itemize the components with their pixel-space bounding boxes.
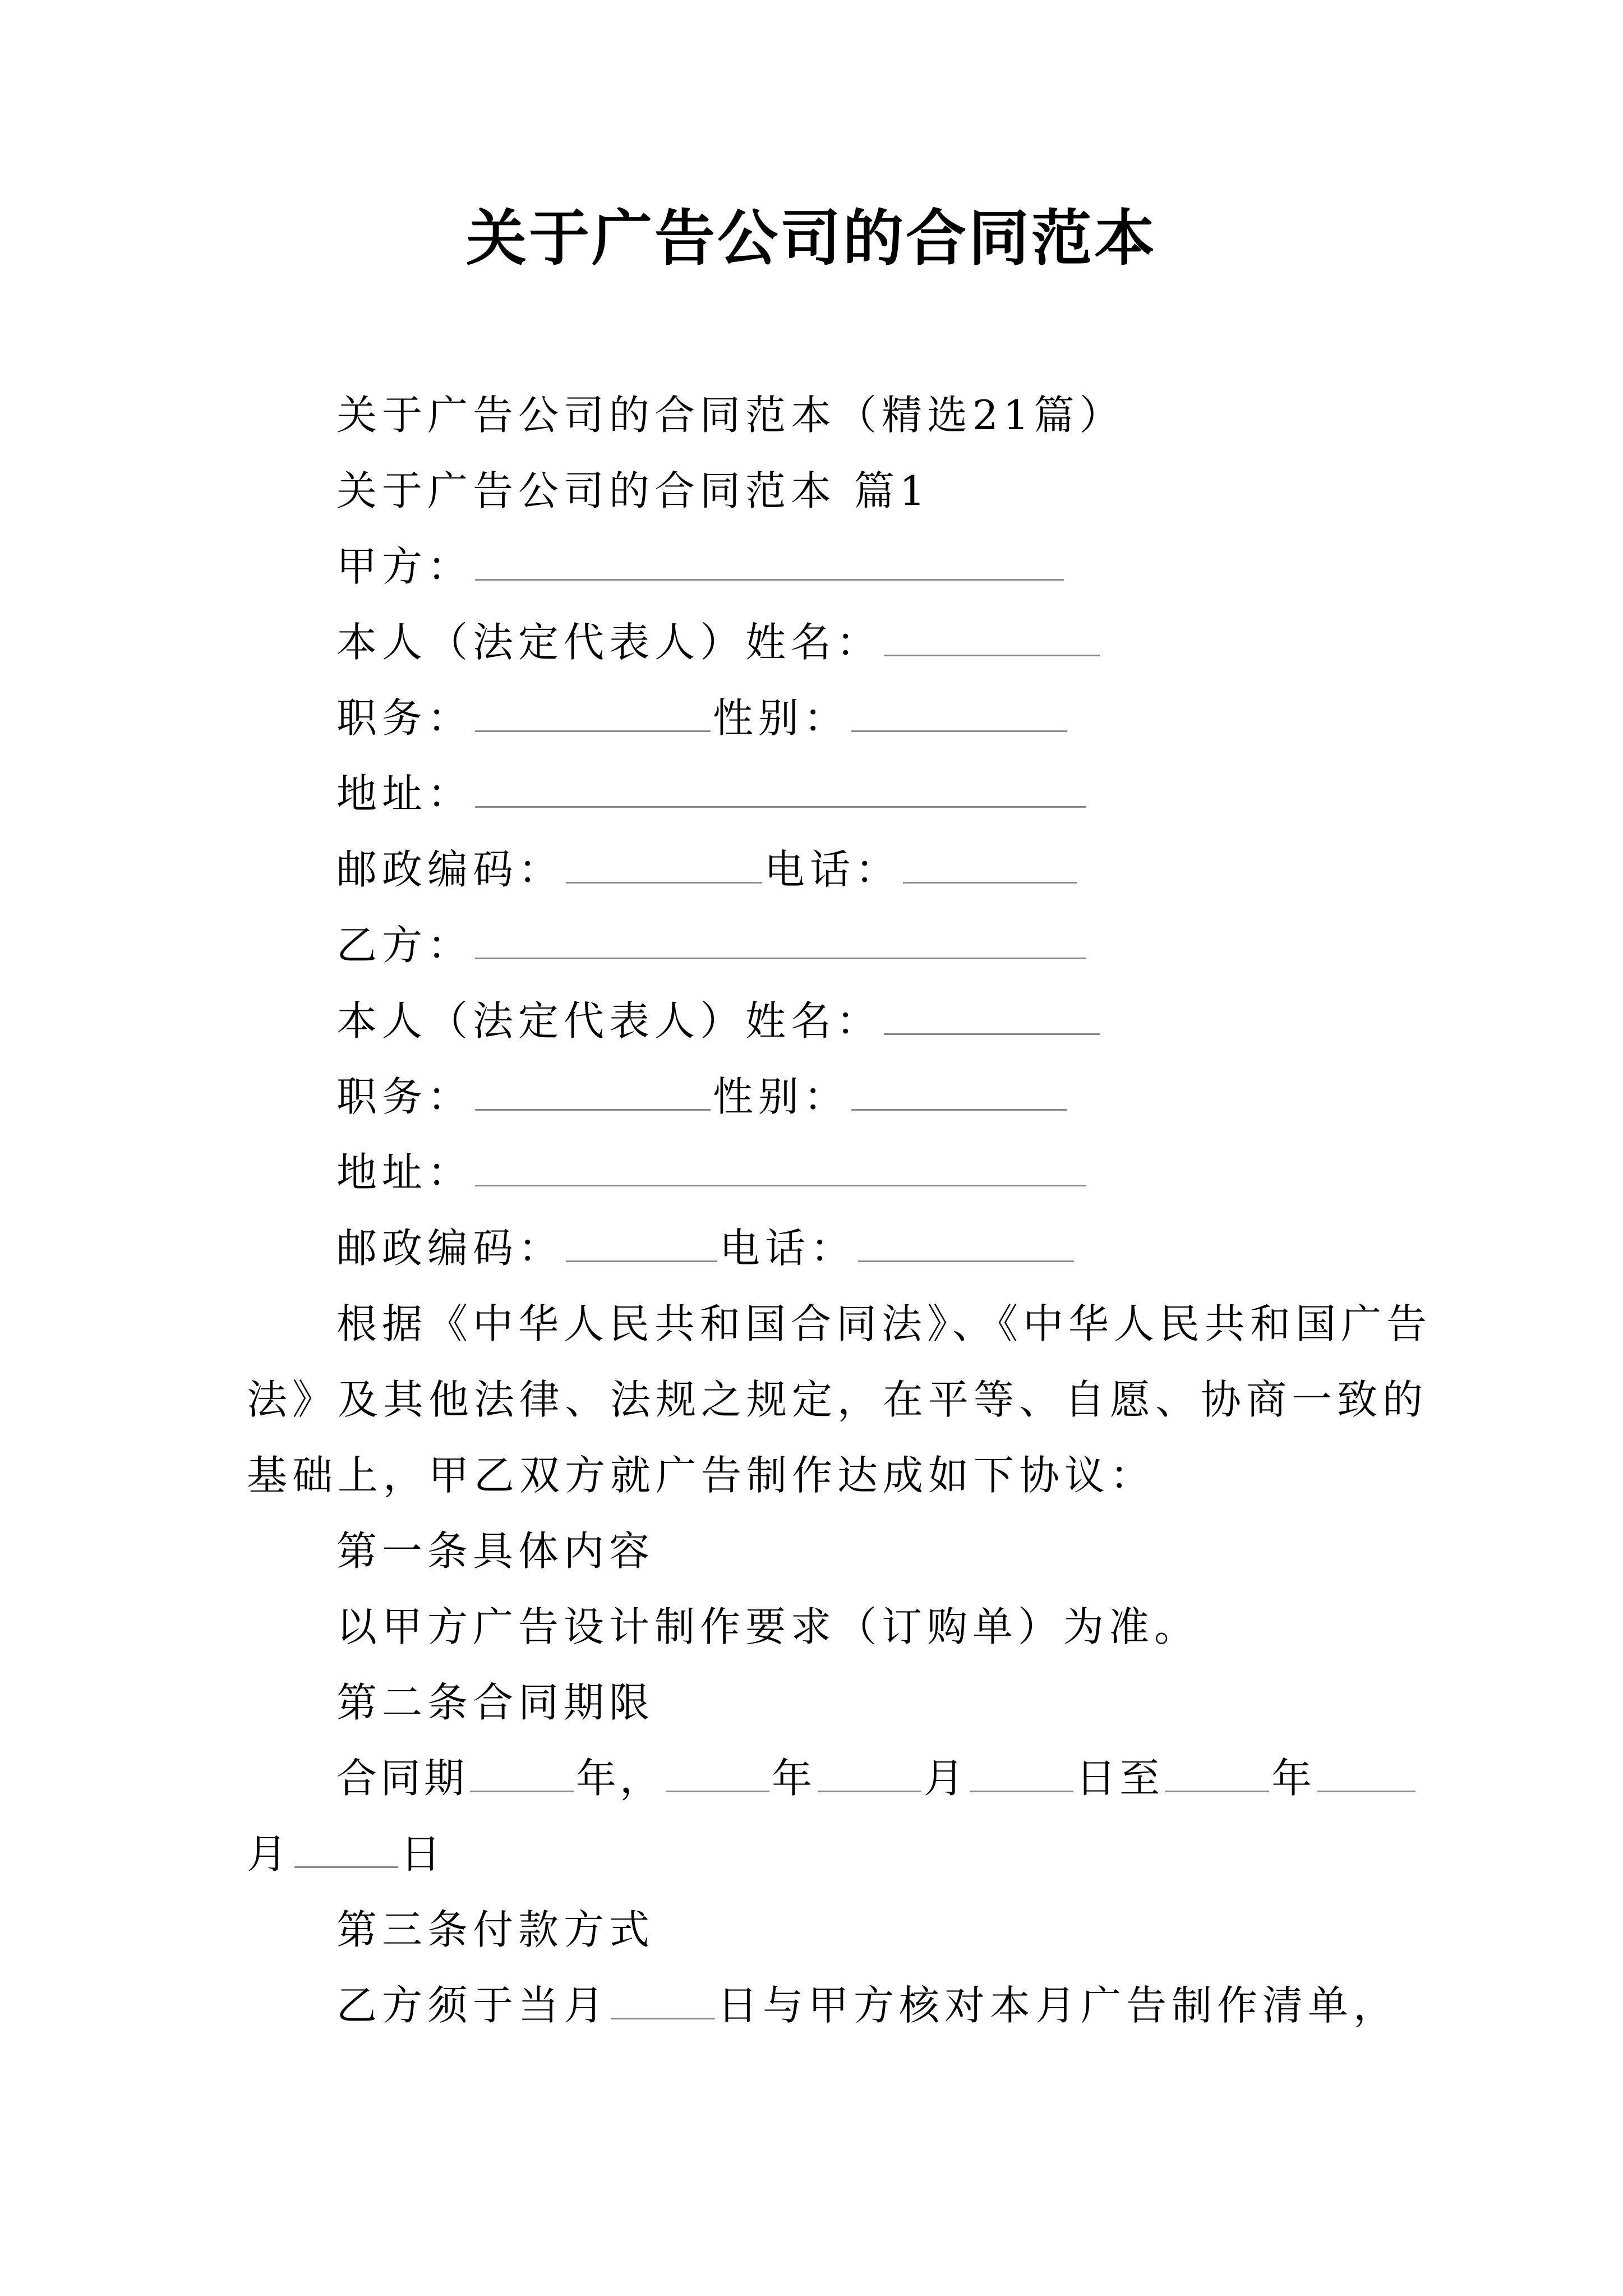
party-b-name-blank[interactable]: [475, 924, 1086, 959]
party-b-gender-label: 性别：: [713, 1073, 850, 1120]
party-b-rep-label: 本人（法定代表人）姓名：: [336, 997, 882, 1045]
term-end-year-blank[interactable]: [1165, 1757, 1269, 1792]
party-a-postcode-label: 邮政编码：: [336, 846, 564, 893]
term-start-day-blank[interactable]: [970, 1757, 1073, 1792]
party-a-name-blank[interactable]: [475, 545, 1064, 581]
party-b-postcode-blank[interactable]: [566, 1227, 717, 1262]
party-a-address-row: [336, 766, 1089, 822]
term-start-month-label: 月: [924, 1755, 968, 1802]
party-b-phone-blank[interactable]: [858, 1227, 1074, 1262]
party-b-address-row: [336, 1144, 1089, 1200]
article-3-heading: 第三条付款方式: [336, 1906, 655, 1953]
term-year-label: 年，: [576, 1755, 664, 1802]
party-a-gender-label: 性别：: [713, 694, 850, 742]
term-day-to-label: 日至: [1076, 1755, 1164, 1802]
party-b-label: 乙方：: [336, 922, 473, 969]
party-b-rep-blank[interactable]: [884, 1000, 1100, 1035]
party-a-rep-label: 本人（法定代表人）姓名：: [336, 619, 882, 666]
party-a-position-row: [336, 690, 1069, 746]
party-a-label: 甲方：: [336, 543, 473, 590]
party-a-phone-label: 电话：: [764, 846, 901, 893]
article-2-term-line-1: [336, 1750, 1418, 1806]
term-prefix: 合同期: [336, 1755, 468, 1802]
party-a-gender-blank[interactable]: [851, 697, 1067, 732]
preamble-line-2: 法》及其他法律、法规之规定，在平等、自愿、协商一致的: [247, 1376, 1428, 1423]
party-b-position-blank[interactable]: [475, 1075, 711, 1111]
term-start-month-blank[interactable]: [818, 1757, 921, 1792]
article-1-text: 以甲方广告设计制作要求（订购单）为准。: [336, 1603, 1200, 1650]
party-a-address-label: 地址：: [336, 770, 473, 817]
party-b-position-row: [336, 1069, 1069, 1125]
term-end-year-label: 年: [1271, 1755, 1316, 1802]
term-start-year-label: 年: [772, 1755, 816, 1802]
term-start-year-blank[interactable]: [666, 1757, 769, 1792]
party-b-rep-row: [336, 993, 1102, 1049]
party-b-gender-blank[interactable]: [851, 1075, 1067, 1111]
article-2-term-line-2: [247, 1826, 446, 1882]
party-a-position-label: 职务：: [336, 694, 473, 742]
party-a-postcode-row: [336, 841, 1079, 898]
party-a-rep-row: [336, 614, 1102, 670]
party-b-position-label: 职务：: [336, 1073, 473, 1120]
payment-day-blank[interactable]: [611, 1984, 715, 2019]
party-a-rep-blank[interactable]: [884, 621, 1100, 656]
party-b-postcode-row: [336, 1220, 1076, 1276]
party-b-address-label: 地址：: [336, 1149, 473, 1196]
payment-prefix: 乙方须于当月: [336, 1982, 610, 2029]
party-a-phone-blank[interactable]: [903, 848, 1077, 884]
subtitle: 关于广告公司的合同范本（精选21篇）: [336, 392, 1125, 439]
term-end-month-label: 月: [247, 1830, 293, 1878]
party-b-phone-label: 电话：: [720, 1225, 856, 1272]
article-3-text: [336, 1977, 1399, 2033]
chapter-heading: 关于广告公司的合同范本 篇1: [336, 467, 930, 514]
payment-rest: 日与甲方核对本月广告制作清单，: [717, 1982, 1399, 2029]
preamble-line-1: 根据《中华人民共和国合同法》、《中华人民共和国广告: [336, 1300, 1432, 1347]
term-end-month-blank-a[interactable]: [1317, 1757, 1415, 1792]
party-b-postcode-label: 邮政编码：: [336, 1225, 564, 1272]
party-a-address-blank[interactable]: [475, 772, 1086, 808]
party-a-row: [336, 539, 1066, 595]
party-a-postcode-blank[interactable]: [566, 848, 762, 884]
document-title: 关于广告公司的合同范本: [465, 203, 1157, 274]
party-b-row: [336, 917, 1089, 973]
term-end-day-label: 日: [400, 1830, 446, 1878]
party-a-position-blank[interactable]: [475, 697, 711, 732]
term-year-blank[interactable]: [470, 1757, 574, 1792]
term-end-day-blank[interactable]: [294, 1833, 398, 1868]
article-2-heading: 第二条合同期限: [336, 1679, 655, 1726]
party-b-address-blank[interactable]: [475, 1151, 1086, 1186]
preamble-line-3: 基础上，甲乙双方就广告制作达成如下协议：: [247, 1452, 1156, 1499]
article-1-heading: 第一条具体内容: [336, 1527, 655, 1575]
